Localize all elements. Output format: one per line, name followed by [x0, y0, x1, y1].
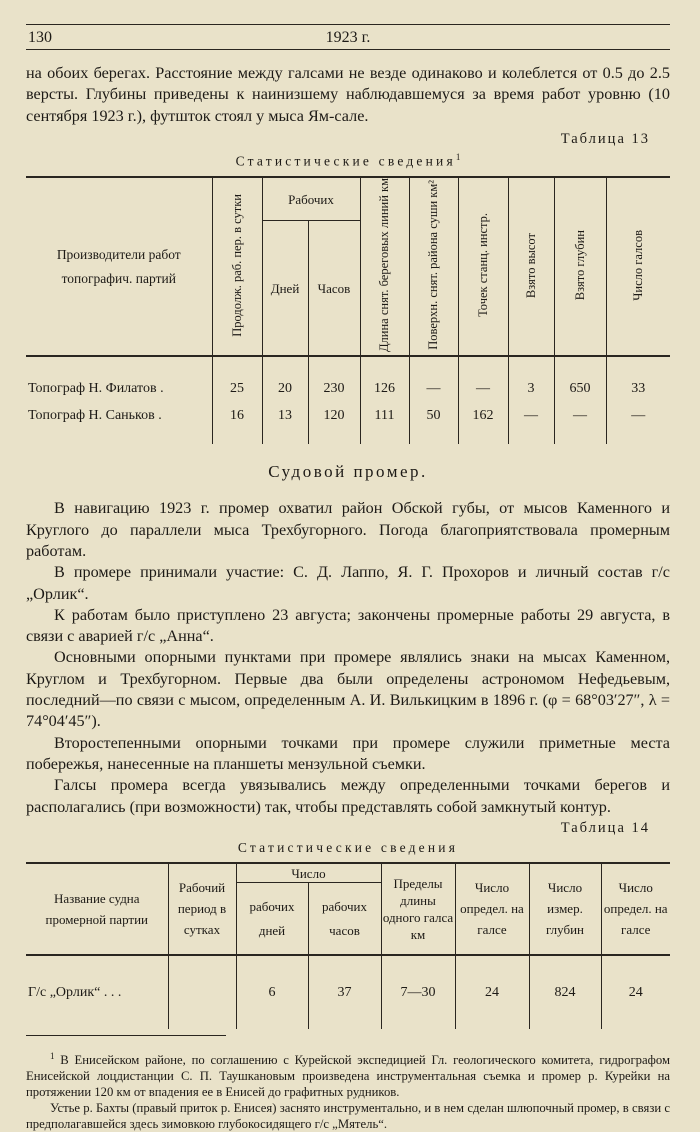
cell-coast: 126 [360, 356, 409, 400]
th-det-on-tack: Число определ. на галсе [455, 863, 529, 955]
row-vessel: Г/с „Орлик“ . . . [28, 984, 122, 1000]
cell-tacks: 33 [606, 356, 670, 400]
section-title: Судовой промер. [268, 462, 428, 482]
paragraph: Основными опорными пунктами при промере являлись знаки на мысах Каменном, Круглом и Трехбугорном. Первые два были определены астрономом Нефедьевым, последний—по связи с мысом, определенным А. И. Вилькицким в 1896 г. (φ = 68°03′27″, λ = 74°04′45″). [26, 648, 670, 731]
cell-det: 24 [455, 955, 529, 1029]
cell-depths: — [554, 400, 606, 444]
table14-header-row1 [26, 863, 670, 883]
cell-det-2: 24 [601, 955, 670, 1029]
cell-heights: — [508, 400, 554, 444]
th-land-area: Поверхн. снят. района суши км² [409, 177, 458, 356]
section-body [26, 498, 670, 817]
cell-hours: 120 [308, 400, 360, 444]
footnote-rule [26, 1035, 226, 1036]
cell-period [168, 955, 236, 1029]
paragraph: Второстепенными опорными точками при промере служили приметные места побережья, нанесенные на планшеты мензульной съемки. [26, 733, 670, 773]
paragraph: В навигацию 1923 г. промер охватил район Обской губы, от мысов Каменного и Круглого до параллели мыса Трехбугорного. Погода благоприятствовала промерным работам. [26, 499, 670, 560]
header-year: 1923 г. [325, 29, 371, 46]
th-work-days: рабочих дней [236, 883, 308, 955]
table13-label: Таблица 13 [560, 130, 650, 147]
cell-area: — [409, 356, 458, 400]
cell-area: 50 [409, 400, 458, 444]
th-instr-points: Точек станц. инстр. [458, 177, 508, 356]
footnote-number: 1 [50, 1050, 55, 1061]
th-work-hours: рабочих часов [308, 883, 381, 955]
table14 [26, 862, 670, 1029]
th-tacks: Число галсов [606, 177, 670, 356]
row-name: Топограф Н. Саньков . [28, 408, 162, 424]
th-measured-depths: Число измер. глубин [529, 863, 601, 955]
paragraph: К работам было приступлено 23 августа; закончены промерные работы 29 августа, в связи с аварией г/с „Анна“. [26, 605, 670, 646]
th-workers-group: Рабочих [262, 177, 360, 220]
cell-coast: 111 [360, 400, 409, 444]
footnote-mark: 1 [455, 151, 461, 162]
cell-depths: 650 [554, 356, 606, 400]
th-hours: Часов [308, 220, 360, 356]
paragraph: Галсы промера всегда увязывались между определенными точками берегов и располагались (при возможности) так, чтобы представлять собой замкнутый контур. [26, 776, 670, 816]
th-period: Рабочий период в сутках [168, 863, 236, 955]
cell-limits: 7—30 [381, 955, 455, 1029]
running-header [26, 22, 670, 48]
th-count-group: Число [236, 863, 381, 883]
cell-days: 13 [262, 400, 308, 444]
page-number: 130 [28, 29, 52, 46]
cell-hours: 230 [308, 356, 360, 400]
cell-points: — [458, 356, 508, 400]
footnote: Устье р. Бахты (правый приток р. Енисея) заснято инструментально, и в нем сделан шлюпочный промер, в связи с предполагавшейся здесь зимовкою глубокосидящего г/с „Мятель“. [26, 1101, 670, 1132]
table13-title: Статистические сведения$^1$ [235, 151, 461, 169]
table13-row [26, 400, 670, 444]
cell-points: 162 [458, 400, 508, 444]
th-producers: Производители работ топографич. партий [56, 246, 181, 286]
table14-title: Статистические сведения [237, 839, 459, 855]
cell-duration: 16 [212, 400, 262, 444]
th-heights: Взято высот [508, 177, 554, 356]
th-depths: Взято глубин [554, 177, 606, 356]
table13-row [26, 356, 670, 400]
cell-days: 6 [236, 955, 308, 1029]
th-tack-limits: Пределы длины одного галса км [381, 863, 455, 955]
th-days: Дней [262, 220, 308, 356]
th-duration: Продолж. раб. пер. в сутки [212, 177, 262, 356]
th-det-on-tack-2: Число определ. на галсе [601, 863, 670, 955]
page [26, 22, 670, 1132]
cell-tacks: — [606, 400, 670, 444]
paragraph: В промере принимали участие: С. Д. Лаппо, Я. Г. Прохоров и личный состав г/с „Орлик“. [26, 563, 670, 603]
cell-duration: 25 [212, 356, 262, 400]
cell-days: 20 [262, 356, 308, 400]
table13-header-row1 [26, 177, 670, 220]
table14-row [26, 955, 670, 1029]
cell-heights: 3 [508, 356, 554, 400]
th-coast-length: Длина снят. береговых линий км [360, 177, 409, 356]
th-vessel: Название судна промерной партии [45, 890, 149, 927]
header-rule-top [26, 24, 670, 25]
header-rule-bottom [26, 49, 670, 50]
row-name: Топограф Н. Филатов . [28, 381, 164, 397]
footnotes [26, 1048, 670, 1132]
cell-hours: 37 [308, 955, 381, 1029]
footnote: $^1$ В Енисейском районе, по соглашению с Курейской экспедицией Гл. геологического комитета, гидрографом Енисейской лоцдистанции С. П. Таушкановым произведена инструментальная съемка и промер р. Курейки на протяжении 120 км от впадения ее в Енисей до графитных рудников. [26, 1050, 671, 1100]
table14-label: Таблица 14 [560, 819, 650, 836]
intro-paragraph: на обоих берегах. Расстояние между галсами не везде одинаково и колеблется от 0.5 до 2.5 версты. Глубины приведены к наинизшему наблюдавшемуся за время работ уровню (10 сентября 1923 г.), футшток стоял у мыса Ям-сале. [26, 64, 670, 125]
cell-depths: 824 [529, 955, 601, 1029]
table13 [26, 176, 670, 444]
